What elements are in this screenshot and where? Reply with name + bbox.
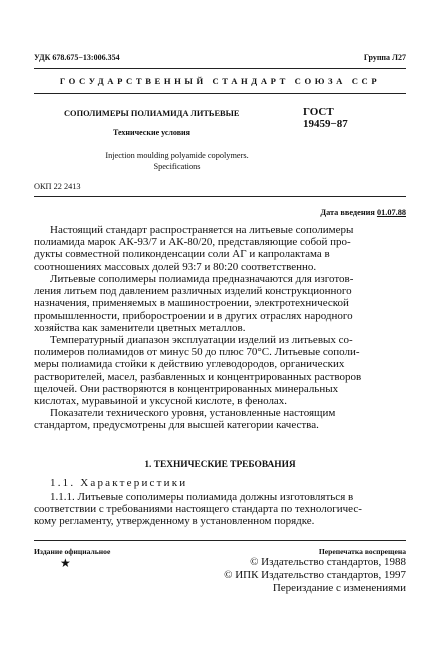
text-line: хозяйства как заменители цветных металлов.	[34, 321, 246, 334]
english-title-line1: Injection moulding polyamide copolymers.	[105, 151, 249, 160]
gost-designation	[303, 106, 348, 130]
document-subtitle: Технические условия	[113, 128, 190, 137]
text-line: соответствии с требованиями настоящего стандарта по технологичес-	[34, 503, 362, 516]
text-line: промышленности, приборостроении и в других отраслях народного	[34, 309, 353, 322]
text-line: 1.1.1. Литьевые сополимеры полиамида должны изготовляться в	[50, 491, 354, 503]
text-line: полимеров полиамидов от минус 50 до плюс 70°С. Литьевые сополи-	[34, 346, 360, 359]
text-line: Литьевые сополимеры полиамида предназначаются для изготов-	[50, 273, 354, 285]
effective-date-value: 01.07.88	[376, 208, 406, 217]
udk-code: УДК 678.675−13:006.354	[34, 53, 120, 62]
gost-number: 19459−87	[303, 118, 348, 130]
text-line: дукты совместной поликонденсации соли АГ и капролактама в	[34, 248, 330, 261]
header-divider	[34, 93, 406, 94]
effective-date-label: Дата введения	[320, 208, 375, 217]
paragraph-quality	[34, 407, 406, 431]
text-line: меры полиамида стойки к действию углеводородов, органических	[34, 358, 345, 371]
text-line: назначения, применяемых в машиностроении, электротехнической	[34, 297, 349, 310]
text-line: соотношениях массовых долей 93:7 и 80:20 соответственно.	[34, 260, 317, 273]
reissue-note: Переиздание с изменениями	[272, 582, 406, 594]
subsection-heading	[34, 477, 406, 489]
okp-code: ОКП 22 2413	[34, 182, 81, 191]
copyright-1988: © Издательство стандартов, 1988	[250, 556, 406, 568]
star-icon: ★	[60, 556, 71, 570]
paragraph-temperature	[34, 334, 406, 407]
group-code: Группа Л27	[363, 53, 406, 62]
text-line: Настоящий стандарт распространяется на литьевые сополимеры	[50, 224, 354, 236]
paragraph-requirements	[34, 491, 406, 528]
english-title-line2: Specifications	[153, 162, 201, 171]
footer-divider	[34, 540, 406, 541]
text-line: Температурный диапазон эксплуатации изделий из литьевых со-	[50, 334, 353, 346]
top-divider	[34, 68, 406, 69]
official-edition-label: Издание официальное	[34, 547, 111, 556]
section-heading: 1. ТЕХНИЧЕСКИЕ ТРЕБОВАНИЯ	[144, 460, 296, 470]
text-line: щелочей. Они растворяются в концентрированных минеральных	[34, 382, 339, 395]
document-title: СОПОЛИМЕРЫ ПОЛИАМИДА ЛИТЬЕВЫЕ	[64, 109, 240, 118]
text-line: Показатели технического уровня, установленные настоящим	[50, 407, 336, 419]
text-line: растворителей, масел, разбавленных и концентрированных растворов	[34, 370, 362, 383]
text-line: кислотах, муравьиной и уксусной кислоте, в фенолах.	[34, 395, 288, 408]
text-line: полиамида марок АК-93/7 и АК-80/20, представляющие собой про-	[34, 236, 351, 249]
english-title	[78, 150, 276, 172]
title-block-divider	[34, 196, 406, 197]
text-line: ления литьем под давлением различных изделий конструкционного	[34, 285, 352, 298]
gost-label: ГОСТ	[303, 106, 334, 118]
paragraph-scope	[34, 224, 406, 273]
state-standard-heading: ГОСУДАРСТВЕННЫЙ СТАНДАРТ СОЮЗА ССР	[59, 76, 381, 86]
paragraph-purpose	[34, 273, 406, 334]
reprint-prohibited-label: Перепечатка воспрещена	[318, 547, 406, 556]
text-line: стандартом, предусмотрены для высшей категории качества.	[34, 419, 319, 432]
subsection-title: 1.1. Характеристики	[50, 477, 188, 489]
text-line: кому регламенту, утвержденному в установленном порядке.	[34, 515, 315, 528]
effective-date	[320, 208, 406, 217]
copyright-1997: © ИПК Издательство стандартов, 1997	[224, 569, 406, 581]
